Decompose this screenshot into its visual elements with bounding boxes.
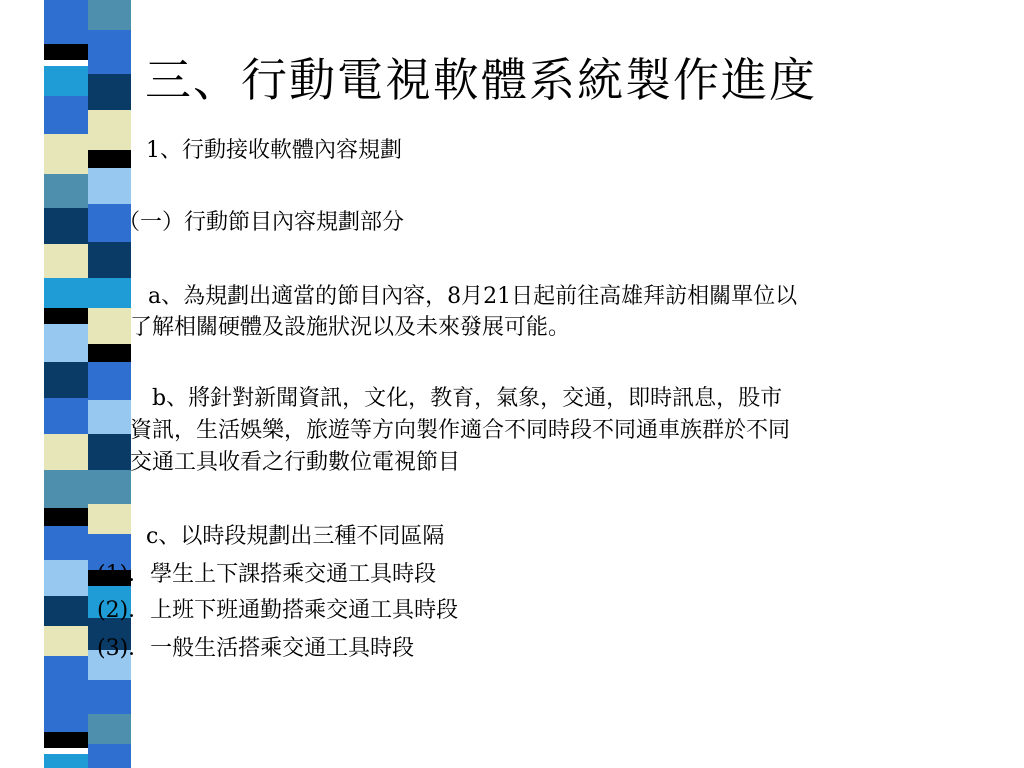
section-heading: （一）行動節目內容規劃部分	[118, 210, 405, 235]
stripe-block	[88, 110, 131, 150]
stripe-block	[44, 754, 88, 768]
stripe-block	[88, 714, 131, 744]
stripe-block	[88, 362, 131, 400]
stripe-block	[44, 526, 88, 560]
stripe-block	[88, 242, 131, 278]
stripe-block	[44, 508, 88, 526]
stripe-block	[88, 504, 131, 534]
stripe-block	[44, 688, 88, 732]
stripe-block	[44, 208, 88, 244]
slide-title: 三、行動電視軟體系統製作進度	[145, 53, 817, 107]
stripe-block	[44, 174, 88, 208]
stripe-block	[88, 30, 131, 74]
stripe-block	[44, 626, 88, 656]
stripe-block	[44, 398, 88, 434]
list-item: (3)．一般生活搭乘交通工具時段	[97, 636, 415, 661]
stripe-block	[44, 560, 88, 596]
stripe-block	[88, 74, 131, 110]
stripe-block	[44, 596, 88, 626]
stripe-block	[44, 308, 88, 324]
stripe-block	[88, 150, 131, 168]
stripe-block	[44, 656, 88, 688]
stripe-block	[44, 96, 88, 134]
paragraph-a-line-1: a、為規劃出適當的節目內容，8月21日起前往高雄拜訪相關單位以	[148, 284, 798, 309]
stripe-block	[88, 434, 131, 470]
stripe-column-a	[44, 0, 88, 768]
stripe-block	[88, 344, 131, 362]
stripe-block	[88, 0, 131, 30]
stripe-block	[44, 470, 88, 508]
paragraph-b-line-2: 資訊，生活娛樂，旅遊等方向製作適合不同時段不同通車族群於不同	[130, 418, 791, 443]
stripe-block	[88, 278, 131, 308]
paragraph-b-line-3: 交通工具收看之行動數位電視節目	[130, 450, 461, 475]
stripe-block	[88, 168, 131, 204]
stripe-block	[88, 680, 131, 714]
stripe-block	[44, 66, 88, 96]
stripe-block	[88, 308, 131, 344]
stripe-block	[44, 278, 88, 308]
list-item: (2)．上班下班通勤搭乘交通工具時段	[97, 598, 459, 623]
stripe-block	[88, 470, 131, 504]
stripe-block	[44, 324, 88, 362]
stripe-block	[44, 434, 88, 470]
paragraph-c: c、以時段規劃出三種不同區隔	[146, 524, 445, 549]
paragraph-a-line-2: 了解相關硬體及設施狀況以及未來發展可能。	[130, 315, 571, 340]
stripe-block	[44, 134, 88, 174]
stripe-block	[44, 244, 88, 278]
subtitle: 1、行動接收軟體內容規劃	[146, 138, 402, 163]
stripe-block	[44, 362, 88, 398]
stripe-block	[88, 400, 131, 434]
paragraph-b-line-1: b、將針對新聞資訊，文化，教育，氣象，交通，即時訊息，股市	[152, 386, 783, 411]
stripe-block	[88, 744, 131, 768]
stripe-block	[44, 0, 88, 44]
stripe-block	[44, 732, 88, 748]
stripe-block	[44, 44, 88, 60]
list-item: (1)．學生上下課搭乘交通工具時段	[97, 562, 437, 587]
